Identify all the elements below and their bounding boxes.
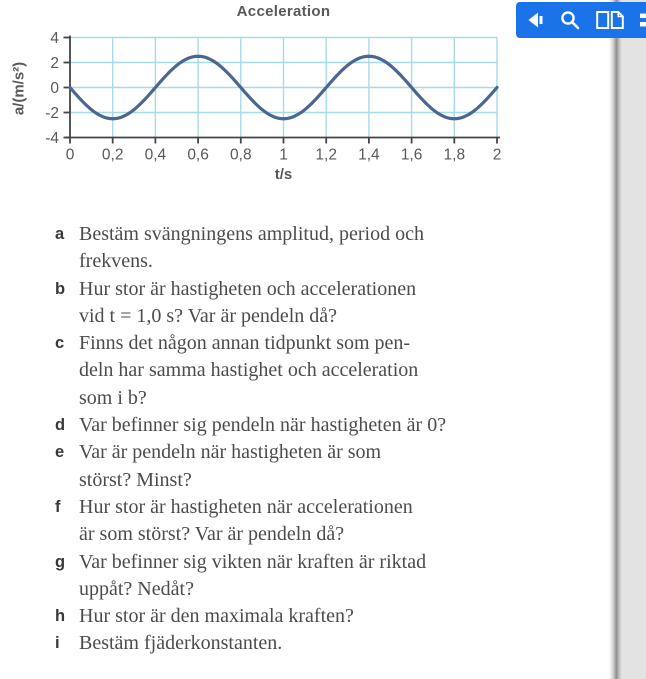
question-item-f [55,494,607,549]
question-text-line: Hur stor är hastigheten när accelerationen [79,495,413,518]
question-letter: i [55,634,60,653]
questions-list [55,221,607,658]
x-tick-label: 1 [279,146,288,164]
question-text [79,439,607,494]
chart-tick-labels [45,30,501,164]
question-text [79,276,607,331]
question-text [79,603,607,630]
question-letter: a [55,225,65,243]
x-tick-label: 1,4 [358,146,380,164]
question-text-line: uppåt? Nedåt? [79,577,194,600]
question-text-line: deln har samma hastighet och acceleration [79,359,419,382]
question-text-line: Bestäm svängningens amplitud, period och [79,223,424,245]
question-item-i [55,630,607,657]
page-edge-shadow [609,0,622,679]
x-tick-label: 0,8 [230,146,252,164]
question-item-e [55,439,607,494]
y-tick-label: -2 [45,105,59,122]
search-icon[interactable] [560,10,580,30]
question-text-line: Var är pendeln när hastigheten är som [79,441,382,464]
question-item-g [55,549,607,604]
question-text-line: Finns det någon annan tidpunkt som pen- [79,332,411,355]
question-text [79,494,607,549]
question-text-line: är som störst? Var är pendeln då? [79,523,345,546]
chart-title: Acceleration [236,3,331,20]
question-text [79,630,607,657]
question-text [79,549,607,604]
acceleration-chart [0,0,560,200]
question-letter: e [55,443,65,462]
reader-toolbar [516,2,646,38]
question-text-line: vid t = 1,0 s? Var är pendeln då? [79,304,338,327]
x-tick-label: 0,4 [144,146,167,164]
y-tick-label: 2 [50,55,59,72]
question-letter: c [55,334,65,353]
question-text [79,221,607,276]
question-text-line: Var befinner sig vikten när kraften är riktad [79,550,427,573]
question-text-line: störst? Minst? [79,468,192,491]
y-tick-label: 0 [50,80,59,97]
question-text [79,412,607,439]
y-tick-label: -4 [45,130,59,147]
x-tick-label: 0,2 [101,146,124,164]
question-item-b [55,276,607,331]
question-text-line: Var befinner sig pendeln när hastigheten är 0? [79,414,447,437]
x-tick-label: 1,6 [400,146,423,164]
chart-axes [64,36,501,144]
question-text-line: Hur stor är den maximala kraften? [79,605,354,628]
question-letter: g [55,552,66,571]
question-letter: h [55,607,66,626]
question-item-c [55,330,607,412]
question-item-d [55,412,607,439]
question-letter: b [55,279,66,298]
x-tick-label: 0 [65,146,75,164]
y-tick-label: 4 [50,30,59,47]
question-text-line: frekvens. [79,250,153,273]
question-text-line: Hur stor är hastigheten och accelerationen [79,277,417,300]
question-letter: f [55,497,61,516]
y-axis-label: a/(m/s²) [10,61,28,116]
x-axis-label: t/s [274,166,293,183]
app-background-gutter [622,0,646,679]
menu-icon[interactable] [640,10,646,30]
speaker-icon[interactable] [527,11,544,29]
book-pages-icon[interactable] [596,10,624,30]
question-item-a [55,221,607,276]
question-item-h [55,603,607,630]
question-letter: d [55,416,66,435]
x-tick-label: 2 [492,146,502,164]
x-tick-label: 1,2 [315,146,337,164]
chart-grid [70,38,497,138]
x-tick-label: 1,8 [443,146,466,164]
question-text-line: Bestäm fjäderkonstanten. [79,632,283,655]
question-text-line: som i b? [79,386,147,409]
question-text [79,330,607,412]
x-tick-label: 0,6 [187,146,209,164]
